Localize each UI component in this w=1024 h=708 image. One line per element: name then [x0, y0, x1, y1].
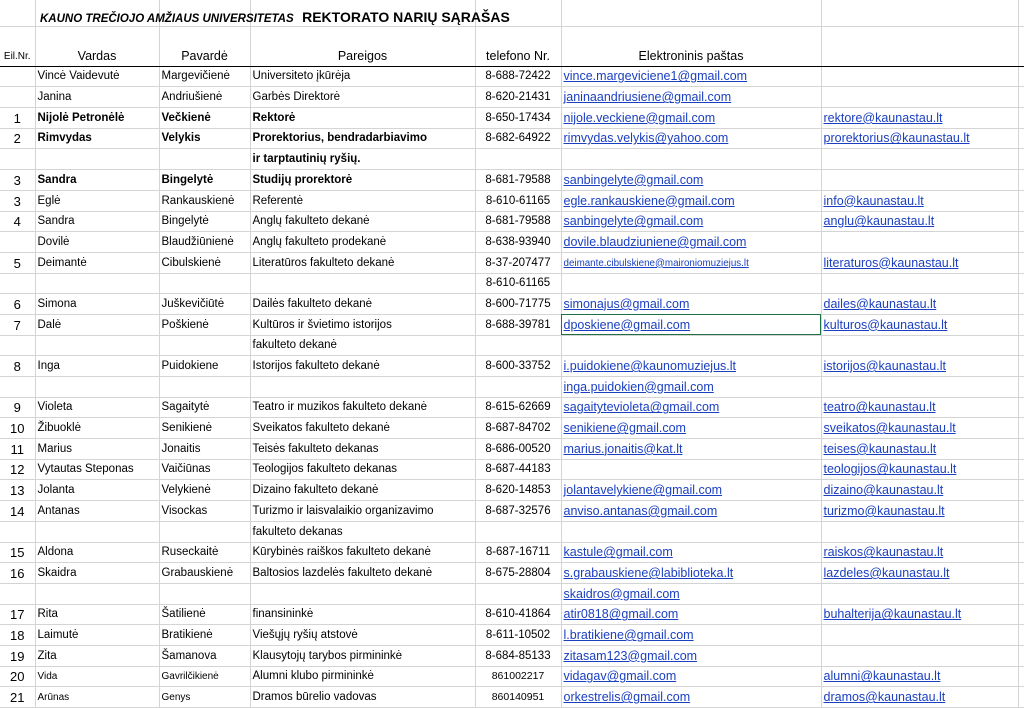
document-title: REKTORATO NARIŲ SĄRAŠAS	[302, 9, 510, 25]
position-cell[interactable]: Sveikatos fakulteto dekanė	[250, 418, 475, 439]
position-cell[interactable]: Anglų fakulteto prodekanė	[250, 232, 475, 253]
table-row	[0, 335, 1024, 356]
phone-cell[interactable]	[475, 335, 561, 356]
position-cell[interactable]: fakulteto dekanė	[250, 335, 475, 356]
table-row	[0, 418, 1024, 439]
email-cell[interactable]: egle.rankauskiene@gmail.com	[561, 190, 821, 211]
email-cell[interactable]: janinaandriusiene@gmail.com	[561, 87, 821, 108]
table-row	[0, 108, 1024, 129]
row-number-cell[interactable]: 5	[0, 252, 35, 273]
phone-cell[interactable]	[475, 377, 561, 398]
position-cell[interactable]: Kūrybinės raiškos fakulteto dekanė	[250, 542, 475, 563]
table-row	[0, 687, 1024, 708]
blank-cell[interactable]	[1018, 190, 1024, 211]
position-cell[interactable]: Teatro ir muzikos fakulteto dekanė	[250, 397, 475, 418]
work-email-cell[interactable]	[821, 645, 1018, 666]
position-cell[interactable]: Prorektorius, bendradarbiavimo	[250, 128, 475, 149]
phone-cell[interactable]: 8-686-00520	[475, 439, 561, 460]
phone-cell[interactable]: 8-650-17434	[475, 108, 561, 129]
position-cell[interactable]: Teologijos fakulteto dekanas	[250, 459, 475, 480]
blank-cell[interactable]	[1018, 108, 1024, 129]
first-name-cell[interactable]	[35, 583, 159, 604]
row-number-cell[interactable]: 20	[0, 666, 35, 687]
first-name-cell[interactable]: Rita	[35, 604, 159, 625]
table-row	[0, 66, 1024, 87]
position-cell[interactable]: Rektorė	[250, 108, 475, 129]
blank-cell[interactable]	[1018, 87, 1024, 108]
table-row	[0, 583, 1024, 604]
email-cell[interactable]: nijole.veckiene@gmail.com	[561, 108, 821, 129]
position-cell[interactable]: ir tarptautinių ryšių.	[250, 149, 475, 170]
phone-cell[interactable]: 8-610-41864	[475, 604, 561, 625]
email-cell[interactable]: sanbingelyte@gmail.com	[561, 170, 821, 191]
row-number-cell[interactable]: 14	[0, 501, 35, 522]
first-name-cell[interactable]	[35, 273, 159, 294]
first-name-cell[interactable]: Žibuoklė	[35, 418, 159, 439]
row-number-cell[interactable]	[0, 273, 35, 294]
blank-cell[interactable]	[1018, 314, 1024, 335]
email-cell[interactable]	[561, 521, 821, 542]
row-number-cell[interactable]: 10	[0, 418, 35, 439]
blank-cell[interactable]	[1018, 128, 1024, 149]
table-row	[0, 190, 1024, 211]
table-row	[0, 397, 1024, 418]
work-email-cell[interactable]: lazdeles@kaunastau.lt	[821, 563, 1018, 584]
position-cell[interactable]: Literatūros fakulteto dekanė	[250, 252, 475, 273]
phone-cell[interactable]: 8-681-79588	[475, 211, 561, 232]
work-email-cell[interactable]: turizmo@kaunastau.lt	[821, 501, 1018, 522]
phone-cell[interactable]: 8-620-21431	[475, 87, 561, 108]
position-cell[interactable]: Dizaino fakulteto dekanė	[250, 480, 475, 501]
last-name-cell[interactable]: Gavrilčikienė	[159, 666, 250, 687]
phone-cell[interactable]: 8-37-207477	[475, 252, 561, 273]
blank-cell[interactable]	[1018, 501, 1024, 522]
blank-cell[interactable]	[1018, 459, 1024, 480]
work-email-cell[interactable]: dizaino@kaunastau.lt	[821, 480, 1018, 501]
last-name-cell[interactable]: Bratikienė	[159, 625, 250, 646]
table-row	[0, 149, 1024, 170]
last-name-cell[interactable]: Večkienė	[159, 108, 250, 129]
row-number-cell[interactable]: 9	[0, 397, 35, 418]
email-cell[interactable]: s.grabauskiene@labiblioteka.lt	[561, 563, 821, 584]
phone-cell[interactable]: 8-615-62669	[475, 397, 561, 418]
table-row	[0, 377, 1024, 398]
position-cell[interactable]	[250, 583, 475, 604]
table-row	[0, 314, 1024, 335]
email-cell[interactable]: l.bratikiene@gmail.com	[561, 625, 821, 646]
work-email-cell[interactable]	[821, 521, 1018, 542]
header-cell[interactable]: telefono Nr.	[475, 46, 561, 66]
table-row	[0, 439, 1024, 460]
email-cell[interactable]: dposkiene@gmail.com	[561, 314, 821, 335]
row-number-cell[interactable]: 11	[0, 439, 35, 460]
phone-cell[interactable]: 861002217	[475, 666, 561, 687]
first-name-cell[interactable]: Violeta	[35, 397, 159, 418]
row-number-cell[interactable]: 3	[0, 170, 35, 191]
email-cell[interactable]: sanbingelyte@gmail.com	[561, 211, 821, 232]
position-cell[interactable]: Baltosios lazdelės fakulteto dekanė	[250, 563, 475, 584]
header-cell[interactable]	[821, 46, 1018, 66]
row-number-cell[interactable]: 13	[0, 480, 35, 501]
first-name-cell[interactable]: Marius	[35, 439, 159, 460]
table-row	[0, 252, 1024, 273]
phone-cell[interactable]: 8-638-93940	[475, 232, 561, 253]
last-name-cell[interactable]: Andriušienė	[159, 87, 250, 108]
blank-cell[interactable]	[1018, 170, 1024, 191]
row-number-cell[interactable]	[0, 521, 35, 542]
email-cell[interactable]: orkestrelis@gmail.com	[561, 687, 821, 708]
blank-cell[interactable]	[1018, 66, 1024, 87]
email-cell[interactable]: simonajus@gmail.com	[561, 294, 821, 315]
last-name-cell[interactable]: Šamanova	[159, 645, 250, 666]
work-email-cell[interactable]: buhalterija@kaunastau.lt	[821, 604, 1018, 625]
work-email-cell[interactable]: teologijos@kaunastau.lt	[821, 459, 1018, 480]
blank-cell[interactable]	[1018, 397, 1024, 418]
blank-cell[interactable]	[1018, 377, 1024, 398]
table-row	[0, 232, 1024, 253]
blank-cell[interactable]	[1018, 211, 1024, 232]
row-number-cell[interactable]: 16	[0, 563, 35, 584]
table-row	[0, 625, 1024, 646]
email-cell[interactable]: kastule@gmail.com	[561, 542, 821, 563]
blank-cell[interactable]	[1018, 645, 1024, 666]
last-name-cell[interactable]: Sagaitytė	[159, 397, 250, 418]
table-row	[0, 128, 1024, 149]
first-name-cell[interactable]	[35, 377, 159, 398]
row-number-cell[interactable]: 7	[0, 314, 35, 335]
phone-cell[interactable]: 8-687-32576	[475, 501, 561, 522]
row-number-cell[interactable]	[0, 377, 35, 398]
blank-cell[interactable]	[1018, 252, 1024, 273]
row-number-cell[interactable]: 12	[0, 459, 35, 480]
phone-cell[interactable]: 8-600-71775	[475, 294, 561, 315]
first-name-cell[interactable]: Janina	[35, 87, 159, 108]
position-cell[interactable]: Alumni klubo pirmininkė	[250, 666, 475, 687]
email-cell[interactable]: vince.margeviciene1@gmail.com	[561, 66, 821, 87]
table-row	[0, 521, 1024, 542]
row-number-cell[interactable]: 2	[0, 128, 35, 149]
first-name-cell[interactable]: Zita	[35, 645, 159, 666]
table-row	[0, 563, 1024, 584]
last-name-cell[interactable]	[159, 335, 250, 356]
email-cell[interactable]: rimvydas.velykis@yahoo.com	[561, 128, 821, 149]
blank-cell[interactable]	[1018, 480, 1024, 501]
work-email-cell[interactable]	[821, 377, 1018, 398]
email-cell[interactable]: i.puidokiene@kaunomuziejus.lt	[561, 356, 821, 377]
phone-cell[interactable]: 8-620-14853	[475, 480, 561, 501]
last-name-cell[interactable]: Blaudžiūnienė	[159, 232, 250, 253]
table-row	[0, 170, 1024, 191]
position-cell[interactable]: Garbės Direktorė	[250, 87, 475, 108]
blank-cell[interactable]	[1018, 273, 1024, 294]
organization-title: KAUNO TREČIOJO AMŽIAUS UNIVERSITETAS	[40, 13, 294, 25]
position-cell[interactable]: Dramos būrelio vadovas	[250, 687, 475, 708]
first-name-cell[interactable]: Dalė	[35, 314, 159, 335]
header-cell[interactable]: Pavardė	[159, 46, 250, 66]
last-name-cell[interactable]: Šatilienė	[159, 604, 250, 625]
table-row	[0, 501, 1024, 522]
row-number-cell[interactable]	[0, 583, 35, 604]
work-email-cell[interactable]: prorektorius@kaunastau.lt	[821, 128, 1018, 149]
phone-cell[interactable]: 8-611-10502	[475, 625, 561, 646]
table-row	[0, 87, 1024, 108]
header-cell[interactable]: Pareigos	[250, 46, 475, 66]
row-number-cell[interactable]: 18	[0, 625, 35, 646]
phone-cell[interactable]: 8-688-39781	[475, 314, 561, 335]
phone-cell[interactable]: 8-684-85133	[475, 645, 561, 666]
first-name-cell[interactable]: Vytautas Steponas	[35, 459, 159, 480]
blank-cell[interactable]	[1018, 294, 1024, 315]
first-name-cell[interactable]: Simona	[35, 294, 159, 315]
email-cell[interactable]: zitasam123@gmail.com	[561, 645, 821, 666]
row-number-cell[interactable]: 21	[0, 687, 35, 708]
email-cell[interactable]	[561, 459, 821, 480]
header-cell[interactable]: Vardas	[35, 46, 159, 66]
blank-cell[interactable]	[1018, 232, 1024, 253]
position-cell[interactable]: Studijų prorektorė	[250, 170, 475, 191]
first-name-cell[interactable]: Jolanta	[35, 480, 159, 501]
row-number-cell[interactable]: 1	[0, 108, 35, 129]
email-cell[interactable]	[561, 335, 821, 356]
blank-cell[interactable]	[1018, 542, 1024, 563]
blank-cell[interactable]	[1018, 356, 1024, 377]
phone-cell[interactable]: 8-681-79588	[475, 170, 561, 191]
position-cell[interactable]: Anglų fakulteto dekanė	[250, 211, 475, 232]
position-cell[interactable]: Kultūros ir švietimo istorijos	[250, 314, 475, 335]
work-email-cell[interactable]: kulturos@kaunastau.lt	[821, 314, 1018, 335]
row-number-cell[interactable]: 8	[0, 356, 35, 377]
header-row	[0, 46, 1024, 66]
phone-cell[interactable]: 8-682-64922	[475, 128, 561, 149]
last-name-cell[interactable]	[159, 273, 250, 294]
blank-cell[interactable]	[1018, 604, 1024, 625]
table-row	[0, 645, 1024, 666]
phone-cell[interactable]: 8-687-16711	[475, 542, 561, 563]
last-name-cell[interactable]: Cibulskienė	[159, 252, 250, 273]
email-cell[interactable]: marius.jonaitis@kat.lt	[561, 439, 821, 460]
table-row	[0, 480, 1024, 501]
email-cell[interactable]: inga.puidokien@gmail.com	[561, 377, 821, 398]
phone-cell[interactable]: 8-688-72422	[475, 66, 561, 87]
blank-cell[interactable]	[1018, 583, 1024, 604]
blank-cell[interactable]	[1018, 687, 1024, 708]
email-cell[interactable]	[561, 273, 821, 294]
last-name-cell[interactable]: Vaičiūnas	[159, 459, 250, 480]
first-name-cell[interactable]	[35, 149, 159, 170]
blank-cell[interactable]	[1018, 46, 1024, 66]
blank-cell[interactable]	[1018, 335, 1024, 356]
email-cell[interactable]: skaidros@gmail.com	[561, 583, 821, 604]
last-name-cell[interactable]: Juškevičiūtė	[159, 294, 250, 315]
work-email-cell[interactable]	[821, 583, 1018, 604]
work-email-cell[interactable]	[821, 87, 1018, 108]
title-cell[interactable]	[40, 9, 510, 27]
row-number-cell[interactable]	[0, 87, 35, 108]
position-cell[interactable]: Klausytojų tarybos pirmininkė	[250, 645, 475, 666]
email-cell[interactable]: vidagav@gmail.com	[561, 666, 821, 687]
phone-cell[interactable]: 860140951	[475, 687, 561, 708]
work-email-cell[interactable]: dramos@kaunastau.lt	[821, 687, 1018, 708]
first-name-cell[interactable]: Sandra	[35, 211, 159, 232]
email-cell[interactable]	[561, 149, 821, 170]
work-email-cell[interactable]	[821, 170, 1018, 191]
email-cell[interactable]: anviso.antanas@gmail.com	[561, 501, 821, 522]
first-name-cell[interactable]: Nijolė Petronėlė	[35, 108, 159, 129]
email-cell[interactable]: sagaitytevioleta@gmail.com	[561, 397, 821, 418]
table-row	[0, 604, 1024, 625]
staff-table	[0, 46, 1024, 708]
work-email-cell[interactable]	[821, 232, 1018, 253]
blank-cell[interactable]	[1018, 439, 1024, 460]
work-email-cell[interactable]	[821, 335, 1018, 356]
last-name-cell[interactable]: Velykis	[159, 128, 250, 149]
table-row	[0, 211, 1024, 232]
last-name-cell[interactable]: Ruseckaitė	[159, 542, 250, 563]
blank-cell[interactable]	[1018, 625, 1024, 646]
phone-cell[interactable]	[475, 583, 561, 604]
work-email-cell[interactable]: info@kaunastau.lt	[821, 190, 1018, 211]
work-email-cell[interactable]: anglu@kaunastau.lt	[821, 211, 1018, 232]
first-name-cell[interactable]: Rimvydas	[35, 128, 159, 149]
row-number-cell[interactable]	[0, 232, 35, 253]
position-cell[interactable]: fakulteto dekanas	[250, 521, 475, 542]
first-name-cell[interactable]: Vincė Vaidevutė	[35, 66, 159, 87]
work-email-cell[interactable]: istorijos@kaunastau.lt	[821, 356, 1018, 377]
last-name-cell[interactable]: Grabauskienė	[159, 563, 250, 584]
email-cell[interactable]: atir0818@gmail.com	[561, 604, 821, 625]
blank-cell[interactable]	[1018, 521, 1024, 542]
last-name-cell[interactable]: Poškienė	[159, 314, 250, 335]
last-name-cell[interactable]: Rankauskienė	[159, 190, 250, 211]
position-cell[interactable]	[250, 377, 475, 398]
last-name-cell[interactable]: Visockas	[159, 501, 250, 522]
row-number-cell[interactable]	[0, 149, 35, 170]
work-email-cell[interactable]: literaturos@kaunastau.lt	[821, 252, 1018, 273]
phone-cell[interactable]: 8-687-84702	[475, 418, 561, 439]
table-row	[0, 273, 1024, 294]
position-cell[interactable]: Teisės fakulteto dekanas	[250, 439, 475, 460]
table-row	[0, 542, 1024, 563]
phone-cell[interactable]	[475, 149, 561, 170]
first-name-cell[interactable]	[35, 335, 159, 356]
row-number-cell[interactable]: 6	[0, 294, 35, 315]
last-name-cell[interactable]: Puidokiene	[159, 356, 250, 377]
phone-cell[interactable]	[475, 521, 561, 542]
last-name-cell[interactable]	[159, 521, 250, 542]
work-email-cell[interactable]: dailes@kaunastau.lt	[821, 294, 1018, 315]
position-cell[interactable]: Dailės fakulteto dekanė	[250, 294, 475, 315]
first-name-cell[interactable]: Arūnas	[35, 687, 159, 708]
first-name-cell[interactable]: Inga	[35, 356, 159, 377]
phone-cell[interactable]: 8-600-33752	[475, 356, 561, 377]
blank-cell[interactable]	[1018, 149, 1024, 170]
work-email-cell[interactable]	[821, 149, 1018, 170]
last-name-cell[interactable]: Margevičienė	[159, 66, 250, 87]
first-name-cell[interactable]: Sandra	[35, 170, 159, 191]
blank-cell[interactable]	[1018, 666, 1024, 687]
position-cell[interactable]: finansininkė	[250, 604, 475, 625]
last-name-cell[interactable]	[159, 149, 250, 170]
phone-cell[interactable]: 8-687-44183	[475, 459, 561, 480]
first-name-cell[interactable]: Deimantė	[35, 252, 159, 273]
last-name-cell[interactable]: Velykienė	[159, 480, 250, 501]
position-cell[interactable]: Viešųjų ryšių atstovė	[250, 625, 475, 646]
header-cell[interactable]: Elektroninis paštas	[561, 46, 821, 66]
first-name-cell[interactable]: Laimutė	[35, 625, 159, 646]
last-name-cell[interactable]	[159, 377, 250, 398]
table-row	[0, 294, 1024, 315]
blank-cell[interactable]	[1018, 563, 1024, 584]
work-email-cell[interactable]: raiskos@kaunastau.lt	[821, 542, 1018, 563]
work-email-cell[interactable]: alumni@kaunastau.lt	[821, 666, 1018, 687]
header-cell[interactable]: Eil.Nr.	[0, 46, 35, 66]
first-name-cell[interactable]: Antanas	[35, 501, 159, 522]
email-cell[interactable]: senikiene@gmail.com	[561, 418, 821, 439]
row-number-cell[interactable]: 15	[0, 542, 35, 563]
title-row	[0, 0, 1024, 27]
email-cell[interactable]: deimante.cibulskiene@maironiomuziejus.lt	[561, 252, 821, 273]
row-number-cell[interactable]: 3	[0, 190, 35, 211]
blank-cell[interactable]	[1018, 418, 1024, 439]
last-name-cell[interactable]: Jonaitis	[159, 439, 250, 460]
row-number-cell[interactable]: 17	[0, 604, 35, 625]
phone-cell[interactable]: 8-610-61165	[475, 273, 561, 294]
row-number-cell[interactable]: 19	[0, 645, 35, 666]
row-number-cell[interactable]: 4	[0, 211, 35, 232]
first-name-cell[interactable]: Vida	[35, 666, 159, 687]
first-name-cell[interactable]: Aldona	[35, 542, 159, 563]
table-row	[0, 459, 1024, 480]
first-name-cell[interactable]: Eglė	[35, 190, 159, 211]
position-cell[interactable]: Referentė	[250, 190, 475, 211]
work-email-cell[interactable]	[821, 66, 1018, 87]
first-name-cell[interactable]: Dovilė	[35, 232, 159, 253]
row-number-cell[interactable]	[0, 66, 35, 87]
phone-cell[interactable]: 8-610-61165	[475, 190, 561, 211]
work-email-cell[interactable]	[821, 625, 1018, 646]
first-name-cell[interactable]	[35, 521, 159, 542]
email-cell[interactable]: jolantavelykiene@gmail.com	[561, 480, 821, 501]
first-name-cell[interactable]: Skaidra	[35, 563, 159, 584]
position-cell[interactable]	[250, 273, 475, 294]
table-row	[0, 666, 1024, 687]
position-cell[interactable]: Turizmo ir laisvalaikio organizavimo	[250, 501, 475, 522]
last-name-cell[interactable]	[159, 583, 250, 604]
last-name-cell[interactable]: Genys	[159, 687, 250, 708]
work-email-cell[interactable]: rektore@kaunastau.lt	[821, 108, 1018, 129]
email-cell[interactable]: dovile.blaudziuniene@gmail.com	[561, 232, 821, 253]
phone-cell[interactable]: 8-675-28804	[475, 563, 561, 584]
work-email-cell[interactable]	[821, 273, 1018, 294]
work-email-cell[interactable]: teatro@kaunastau.lt	[821, 397, 1018, 418]
last-name-cell[interactable]: Bingelytė	[159, 211, 250, 232]
last-name-cell[interactable]: Bingelytė	[159, 170, 250, 191]
table-row	[0, 356, 1024, 377]
position-cell[interactable]: Istorijos fakulteto dekanė	[250, 356, 475, 377]
last-name-cell[interactable]: Senikienė	[159, 418, 250, 439]
position-cell[interactable]: Universiteto įkūrėja	[250, 66, 475, 87]
work-email-cell[interactable]: teises@kaunastau.lt	[821, 439, 1018, 460]
work-email-cell[interactable]: sveikatos@kaunastau.lt	[821, 418, 1018, 439]
row-number-cell[interactable]	[0, 335, 35, 356]
